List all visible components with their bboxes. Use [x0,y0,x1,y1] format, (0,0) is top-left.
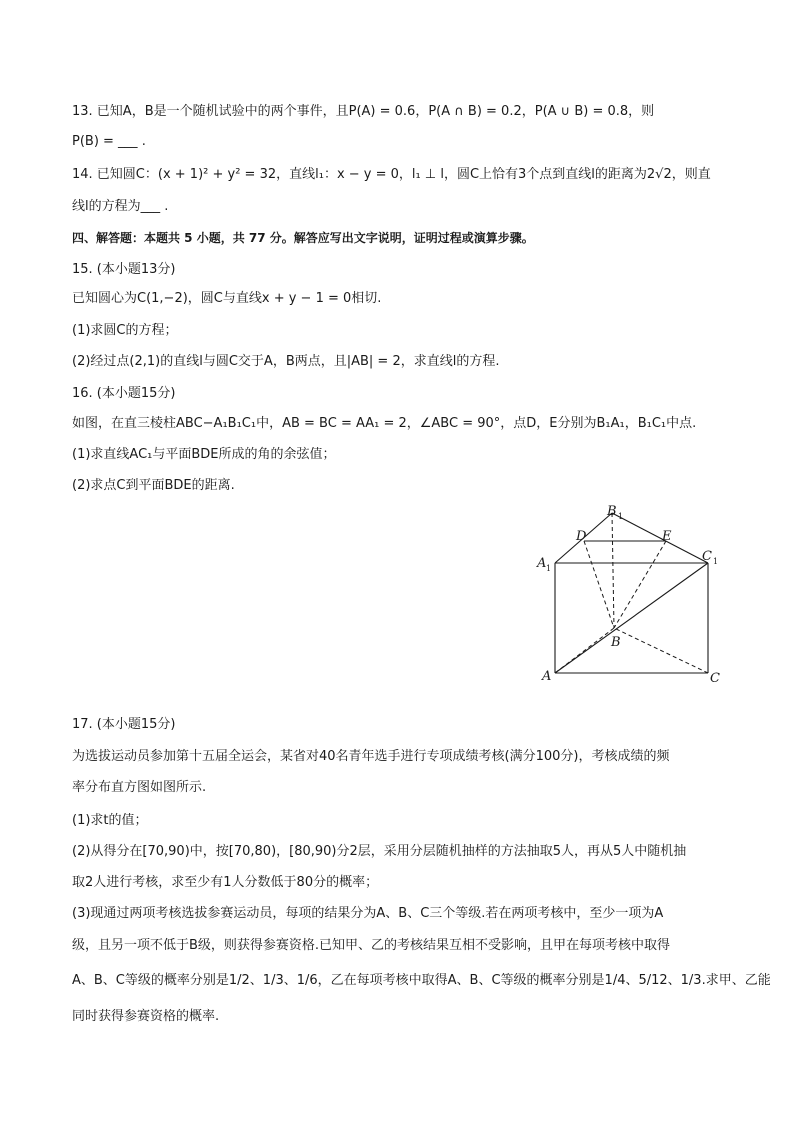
q13-line1: 13. 已知A，B是一个随机试验中的两个事件，且P(A) = 0.6，P(A ∩ B) = 0.2，P(A ∪ B) = 0.8，则 [72,104,655,119]
prism-figure [525,500,735,690]
q17-line4: (2)从得分在[70,90)中，按[70,80)，[80,90)分2层，采用分层随机抽样的方法抽取5人，再从5人中随机抽 [72,844,687,859]
q14-line1: 14. 已知圆C：(x + 1)² + y² = 32，直线l₁：x − y = 0，l₁ ⊥ l，圆C上恰有3个点到直线l的距离为2√2，则直 [72,167,711,182]
q17-line8: A、B、C等级的概率分别是1/2、1/3、1/6，乙在每项考核中取得A、B、C等级的概率分别是1/4、5/12、1/3.求甲、乙能 [72,973,771,988]
edge-A-C1 [555,563,708,673]
q17-header: 17. (本小题15分) [72,717,176,732]
label-D: D [576,529,587,544]
q17-line9: 同时获得参赛资格的概率. [72,1009,220,1024]
edge-B-E [614,541,666,628]
label-C1: C [702,549,712,564]
edge-B-B1 [612,513,614,628]
q15-header: 15. (本小题13分) [72,262,176,277]
prism-diagram [525,500,735,690]
q16-part1: (1)求直线AC₁与平面BDE所成的角的余弦值； [72,447,336,462]
q17-line3: (1)求t的值； [72,813,148,828]
q15-part1: (1)求圆C的方程； [72,323,178,338]
q17-line2: 率分布直方图如图所示. [72,780,207,795]
q15-part2: (2)经过点(2,1)的直线l与圆C交于A，B两点，且|AB| = 2，求直线l的方程. [72,354,500,369]
label-B1: B [607,504,617,519]
edge-B-C [614,628,708,673]
label-B1-sub: 1 [618,512,624,521]
section4-heading: 四、解答题：本题共 5 小题，共 77 分。解答应写出文字说明，证明过程或演算步骤。 [72,231,534,245]
label-A1-sub: 1 [546,564,552,573]
label-C: C [710,671,720,686]
q16-stem: 如图，在直三棱柱ABC−A₁B₁C₁中，AB = BC = AA₁ = 2，∠ABC = 90°，点D，E分别为B₁A₁，B₁C₁中点. [72,416,697,431]
q16-part2: (2)求点C到平面BDE的距离. [72,478,235,493]
q13-line2: P(B) = ___ . [72,134,146,149]
label-B: B [611,635,621,650]
label-A: A [542,669,552,684]
q17-line6: (3)现通过两项考核选拔参赛运动员，每项的结果分为A、B、C三个等级.若在两项考核中，至少一项为A [72,906,664,921]
edge-B1-C1 [612,513,708,563]
label-A1: A [537,556,547,571]
q15-stem: 已知圆心为C(1,−2)，圆C与直线x + y − 1 = 0相切. [72,291,382,306]
q17-line7: 级，且另一项不低于B级，则获得参赛资格.已知甲、乙的考核结果互相不受影响，且甲在每项考核中取得 [72,938,671,953]
q14-line2: 线l的方程为___ . [72,199,169,214]
edge-B-D [584,541,614,628]
q17-line5: 取2人进行考核，求至少有1人分数低于80分的概率； [72,875,379,890]
q16-header: 16. (本小题15分) [72,386,176,401]
q17-line1: 为选拔运动员参加第十五届全运会，某省对40名青年选手进行专项成绩考核(满分100分)，考核成绩的频 [72,749,670,764]
label-C1-sub: 1 [713,557,719,566]
label-E: E [662,529,672,544]
